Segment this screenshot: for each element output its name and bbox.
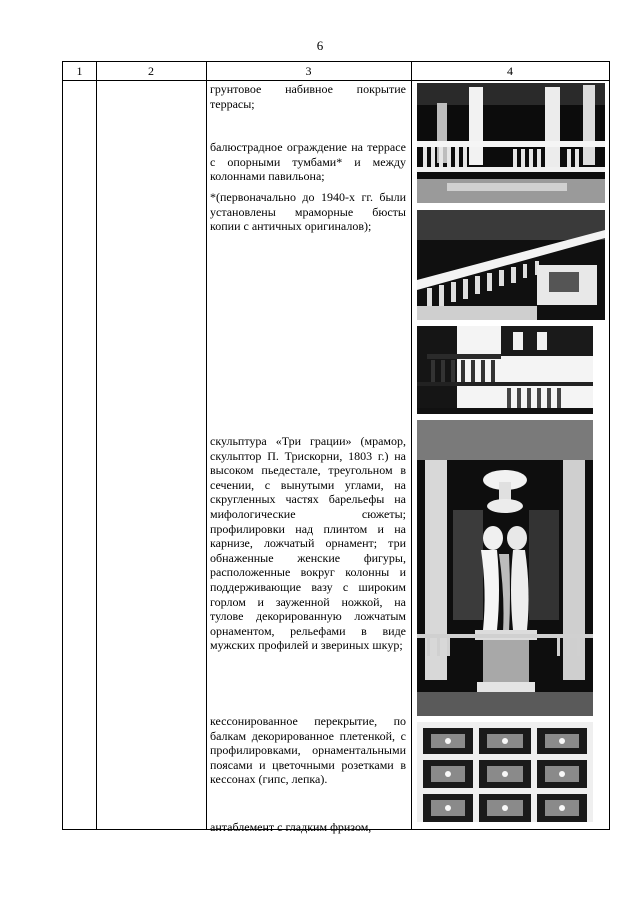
row-terrace-covering: грунтовое набивное покрытие террасы;: [210, 82, 406, 111]
coffered-ceiling-photo: [417, 722, 593, 822]
balustrade-detail-photo: [417, 326, 593, 414]
terrace-balustrade-photo: [417, 210, 605, 320]
row-three-graces: скульптура «Три грации» (мрамор, скульптор П. Трискорни, 1803 г.) на высоком пьедестале, треугольном в сечении, с вынутыми углами, на скругленных частях барельефы на мифологические сюжеты; профилировки над плинтом и на карнизе, ложчатый орнамент; три обнаженные женские фигуры, расположенные вокруг колонны и поддерживающие вазу с широким горлом и зауженной ножкой, на тулове декорированную ложчатым орнаментом, рельефами в виде мужских профилей и звериных шкур;: [210, 434, 406, 653]
pavilion-colonnade-photo: [417, 83, 605, 203]
row-busts-note: *(первоначально до 1940-х гг. были установлены мраморные бюсты копии с античных оригиналов);: [210, 190, 406, 234]
row-coffered-ceiling: кессонированное перекрытие, по балкам декорированное плетенкой, с профилировками, орнаментальными поясами и цветочными розетками в кессонах (гипс, лепка).: [210, 714, 406, 787]
header-col-4: 4: [507, 64, 513, 78]
row-balustrade: балюстрадное ограждение на террасе с опорными тумбами* и между колоннами павильона;: [210, 140, 406, 184]
header-divider: [63, 80, 609, 81]
three-graces-sculpture-photo: [417, 420, 593, 716]
row-entablature: антаблемент с гладким фризом,: [210, 820, 372, 834]
header-col-3: 3: [305, 64, 312, 78]
heritage-table: [62, 61, 610, 834]
column-divider: [96, 62, 97, 829]
column-divider: [206, 62, 207, 829]
column-divider: [411, 62, 412, 829]
header-col-2: 2: [148, 64, 154, 78]
header-col-1: 1: [76, 64, 83, 78]
page-number: 6: [316, 38, 324, 53]
